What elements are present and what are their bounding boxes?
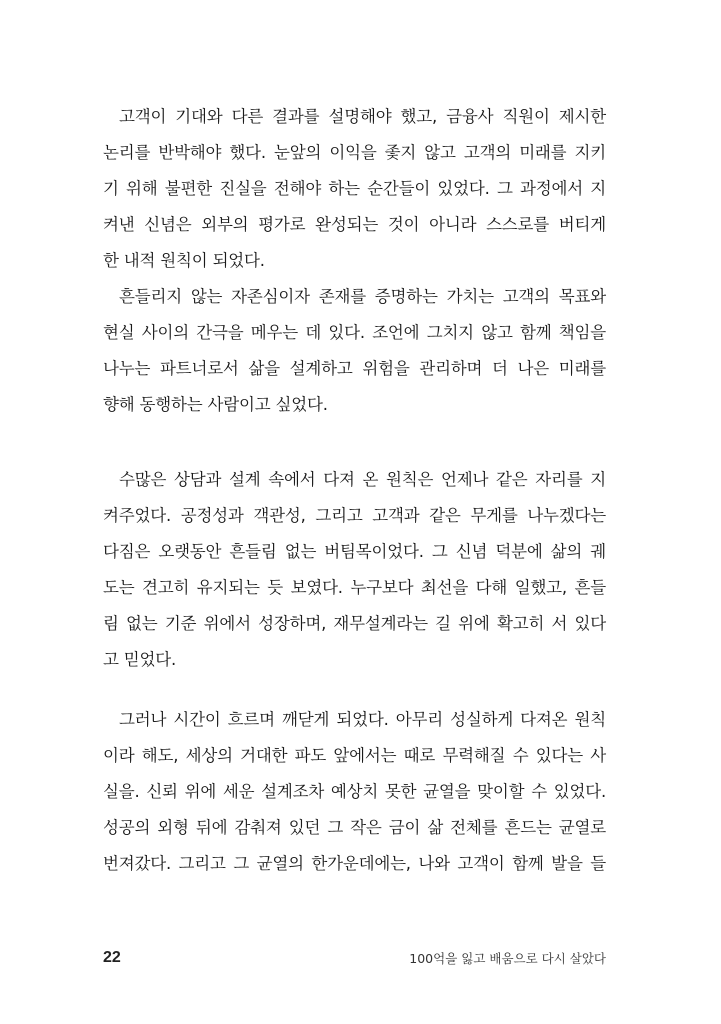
text-line: 현실 사이의 간극을 메우는 데 있다. 조언에 그치지 않고 함께 책임을 — [103, 323, 606, 342]
text-line: 흔들리지 않는 자존심이자 존재를 증명하는 가치는 고객의 목표와 — [119, 287, 606, 306]
text-line: 이라 해도, 세상의 거대한 파도 앞에서는 때로 무력해질 수 있다는 사 — [103, 746, 606, 765]
running-title: 100억을 잃고 배움으로 다시 살았다 — [409, 951, 606, 966]
text-line: 논리를 반박해야 했다. 눈앞의 이익을 좇지 않고 고객의 미래를 지키 — [103, 143, 606, 162]
text-line: 림 없는 기준 위에서 성장하며, 재무설계라는 길 위에 확고히 서 있다 — [103, 614, 606, 633]
paragraph-3 — [103, 462, 606, 678]
paragraph-2 — [103, 279, 606, 423]
text-line: 기 위해 불편한 진실을 전해야 하는 순간들이 있었다. 그 과정에서 지 — [103, 179, 606, 198]
page-number: 22 — [103, 949, 121, 966]
text-line: 한 내적 원칙이 되었다. — [103, 251, 265, 270]
paragraph-4 — [103, 702, 606, 882]
text-line: 고객이 기대와 다른 결과를 설명해야 했고, 금융사 직원이 제시한 — [119, 107, 606, 126]
text-line: 향해 동행하는 사람이고 싶었다. — [103, 395, 328, 414]
paragraph-1 — [103, 99, 606, 279]
text-line: 나누는 파트너로서 삶을 설계하고 위험을 관리하며 더 나은 미래를 — [103, 359, 606, 378]
text-line: 그러나 시간이 흐르며 깨닫게 되었다. 아무리 성실하게 다져온 원칙 — [119, 710, 606, 729]
text-line: 다짐은 오랫동안 흔들림 없는 버팀목이었다. 그 신념 덕분에 삶의 궤 — [103, 542, 606, 561]
text-line: 켜낸 신념은 외부의 평가로 완성되는 것이 아니라 스스로를 버티게 — [103, 215, 606, 234]
page-footer — [103, 946, 606, 970]
text-line: 수많은 상담과 설계 속에서 다져 온 원칙은 언제나 같은 자리를 지 — [119, 470, 606, 489]
text-line: 번져갔다. 그리고 그 균열의 한가운데에는, 나와 고객이 함께 발을 들 — [103, 854, 606, 873]
text-line: 켜주었다. 공정성과 객관성, 그리고 고객과 같은 무게를 나누겠다는 — [103, 506, 606, 525]
text-line: 고 믿었다. — [103, 650, 177, 669]
text-line: 도는 견고히 유지되는 듯 보였다. 누구보다 최선을 다해 일했고, 흔들 — [103, 578, 606, 597]
text-line: 성공의 외형 뒤에 감춰져 있던 그 작은 금이 삶 전체를 흔드는 균열로 — [103, 818, 606, 837]
text-line: 실을. 신뢰 위에 세운 설계조차 예상치 못한 균열을 맞이할 수 있었다. — [103, 782, 606, 801]
